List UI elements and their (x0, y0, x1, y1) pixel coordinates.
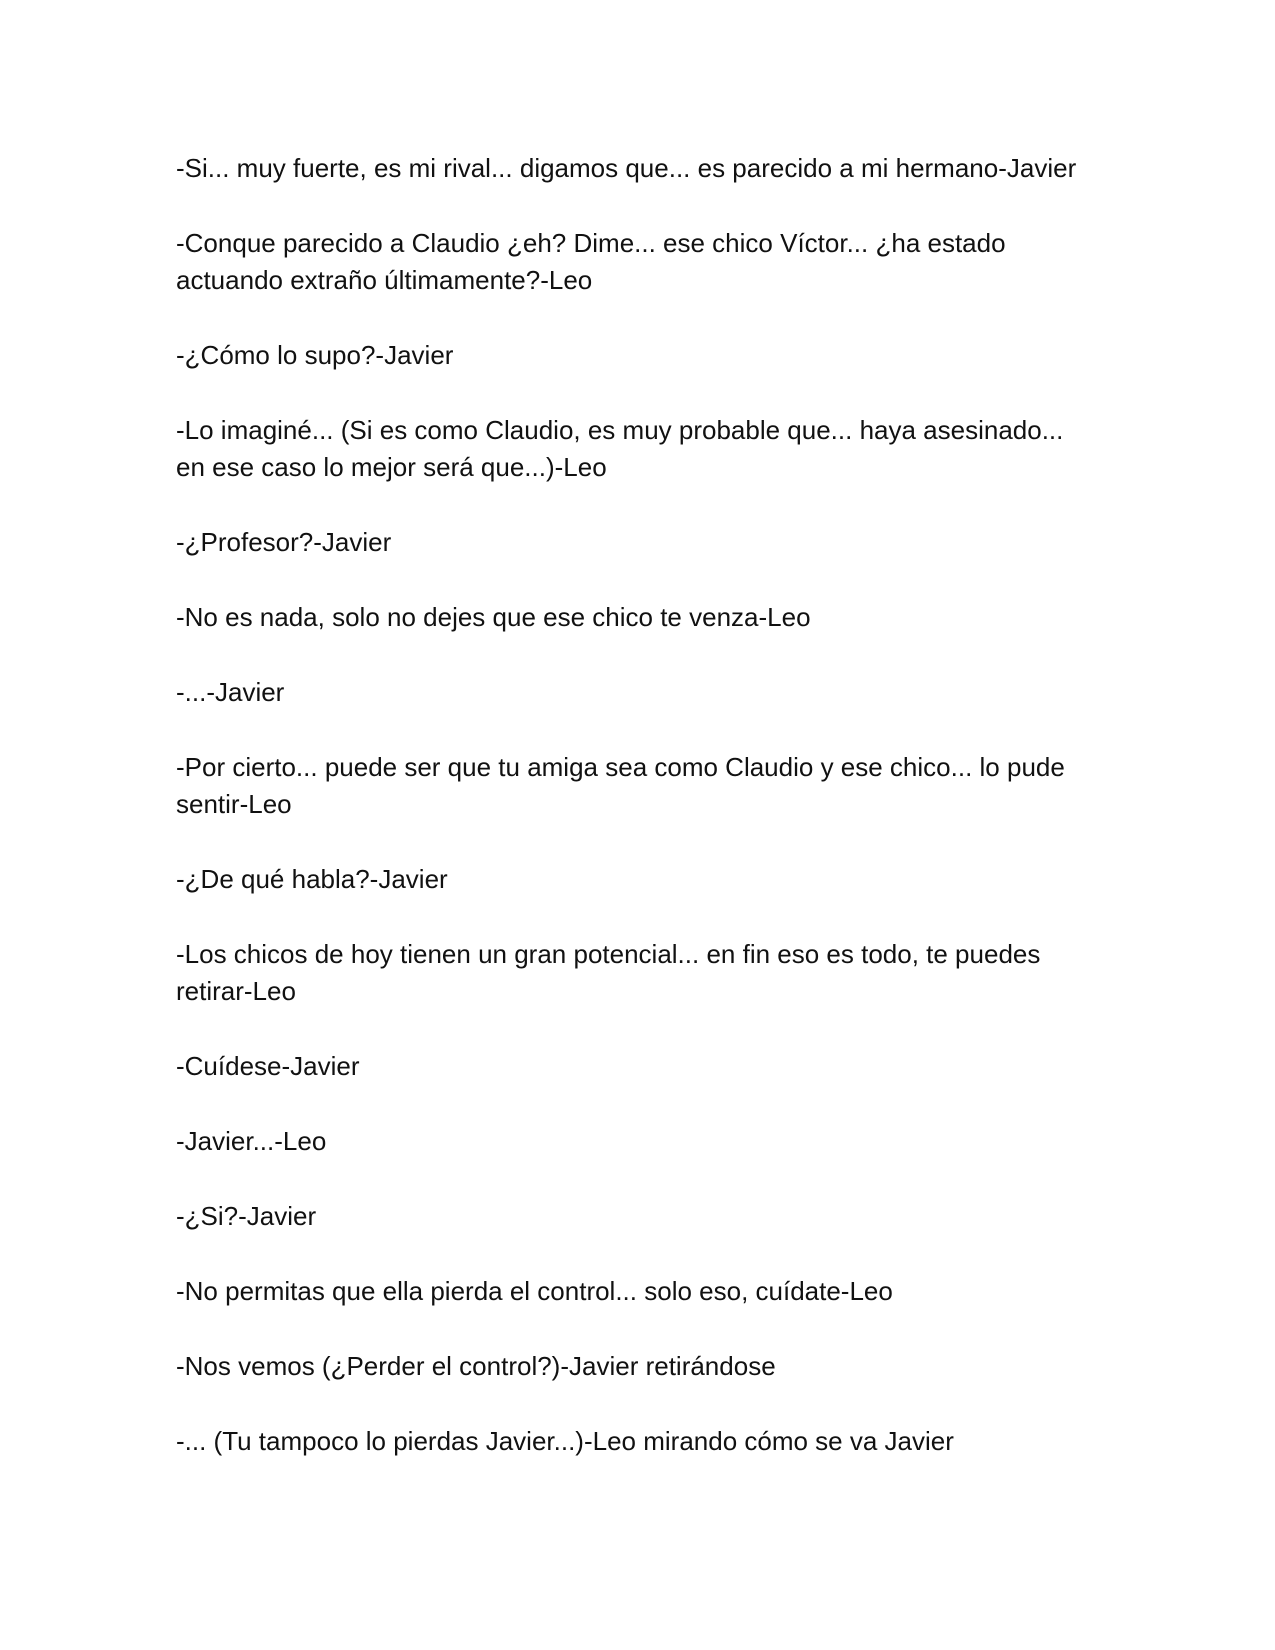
paragraph: -... (Tu tampoco lo pierdas Javier...)-Leo mirando cómo se va Javier (176, 1426, 954, 1456)
paragraph: -¿Profesor?-Javier (176, 527, 392, 557)
paragraph: -No es nada, solo no dejes que ese chico te venza-Leo (176, 602, 811, 632)
paragraph: -Si... muy fuerte, es mi rival... digamos que... es parecido a mi hermano-Javier (176, 153, 1077, 183)
paragraph: -Javier...-Leo (176, 1126, 327, 1156)
paragraph: -No permitas que ella pierda el control... solo eso, cuídate-Leo (176, 1276, 893, 1306)
paragraph: -Nos vemos (¿Perder el control?)-Javier retirándose (176, 1351, 776, 1381)
paragraph: -¿Cómo lo supo?-Javier (176, 340, 454, 370)
paragraph: -Cuídese-Javier (176, 1051, 360, 1081)
document-body (176, 150, 1096, 1498)
paragraph: -Los chicos de hoy tienen un gran potencial... en fin eso es todo, te puedes retirar-Leo (176, 939, 1041, 1006)
paragraph: -Lo imaginé... (Si es como Claudio, es muy probable que... haya asesinado... en ese caso lo mejor será que...)-Leo (176, 415, 1064, 482)
paragraph: -¿De qué habla?-Javier (176, 864, 448, 894)
paragraph: -...-Javier (176, 677, 285, 707)
paragraph: -¿Si?-Javier (176, 1201, 317, 1231)
paragraph: -Conque parecido a Claudio ¿eh? Dime... ese chico Víctor... ¿ha estado actuando extraño últimamente?-Leo (176, 228, 1006, 295)
paragraph: -Por cierto... puede ser que tu amiga sea como Claudio y ese chico... lo pude sentir-Leo (176, 752, 1065, 819)
